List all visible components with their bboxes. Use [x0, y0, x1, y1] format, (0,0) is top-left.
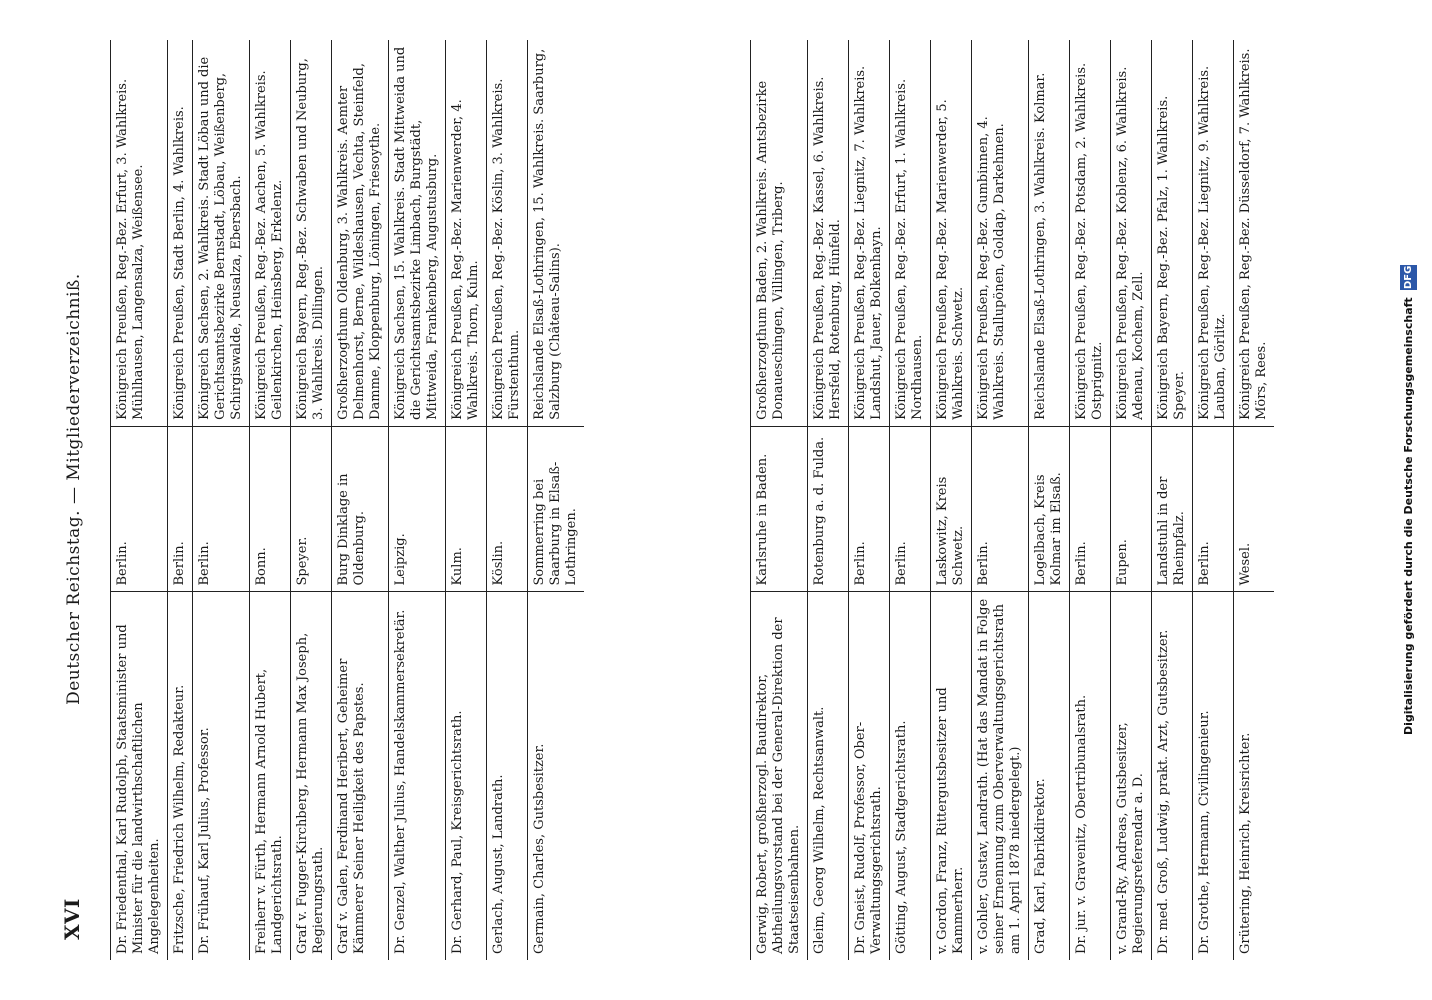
member-district: Königreich Preußen, Reg.-Bez. Liegnitz, 7. Wahlkreis. Landshut, Jauer, Bolkenhayn. — [849, 40, 890, 426]
member-district: Großherzogthum Oldenburg, 3. Wahlkreis. Aemter Delmenhorst, Berne, Wildeshausen, Vechta, Steinfeld, Damme, Kloppenburg, Löningen, Friesoythe. — [332, 40, 389, 426]
member-district: Reichslande Elsaß-Lothringen, 15. Wahlkreis. Saarburg, Salzburg (Château-Salins). — [528, 40, 585, 426]
member-name: Dr. jur. v. Gravenitz, Obertribunalsrath. — [1070, 592, 1111, 960]
member-residence: Kulm. — [446, 426, 487, 592]
member-residence: Speyer. — [291, 426, 332, 592]
member-district: Großherzogthum Baden, 2. Wahlkreis. Amtsbezirke Donaueschingen, Villingen, Triberg. — [751, 40, 808, 426]
member-district: Königreich Preußen, Stadt Berlin, 4. Wahlkreis. — [168, 40, 193, 426]
member-district: Königreich Preußen, Reg.-Bez. Erfurt, 3. Wahlkreis. Mühlhausen, Langensalza, Weißensee. — [111, 40, 168, 426]
table-row — [931, 40, 972, 960]
table-row — [1070, 40, 1111, 960]
member-name: Dr. Grothe, Hermann, Civilingenieur. — [1193, 592, 1234, 960]
member-name: Gleim, Georg Wilhelm, Rechtsanwalt. — [808, 592, 849, 960]
table-row — [751, 40, 808, 960]
page-number: XVI — [60, 898, 84, 940]
table-row — [1111, 40, 1152, 960]
member-name: Grütering, Heinrich, Kreisrichter. — [1234, 592, 1275, 960]
member-residence: Berlin. — [849, 426, 890, 592]
member-district: Königreich Preußen, Reg.-Bez. Aachen, 5. Wahlkreis. Geilenkirchen, Heinsberg, Erkelenz. — [250, 40, 291, 426]
member-district: Königreich Bayern, Reg.-Bez. Schwaben und Neuburg, 3. Wahlkreis. Dillingen. — [291, 40, 332, 426]
table-row — [487, 40, 528, 960]
member-name: Graf v. Fugger-Kirchberg, Hermann Max Joseph, Regierungsrath. — [291, 592, 332, 960]
table-row — [291, 40, 332, 960]
member-district: Königreich Sachsen, 2. Wahlkreis. Stadt Löbau und die Gerichtsamtsbezirke Bernstadt, Löbau, Weißenberg, Schirgiswalde, Neusalza, Ebersbach. — [193, 40, 250, 426]
dfg-logo: DFG — [1400, 265, 1417, 290]
member-district: Königreich Preußen, Reg.-Bez. Düsseldorf, 7. Wahlkreis. Mörs, Rees. — [1234, 40, 1275, 426]
member-residence: Eupen. — [1111, 426, 1152, 592]
member-district: Königreich Preußen, Reg.-Bez. Potsdam, 2. Wahlkreis. Ostprignitz. — [1070, 40, 1111, 426]
table-row — [808, 40, 849, 960]
member-residence: Burg Dinklage in Oldenburg. — [332, 426, 389, 592]
member-residence: Laskowitz, Kreis Schwetz. — [931, 426, 972, 592]
member-name: v. Gordon, Franz, Rittergutsbesitzer und Kammerherr. — [931, 592, 972, 960]
table-row — [972, 40, 1029, 960]
register-table-left — [110, 40, 730, 960]
member-residence: Berlin. — [168, 426, 193, 592]
page-header — [60, 40, 94, 940]
member-residence: Karlsruhe in Baden. — [751, 426, 808, 592]
member-district: Königreich Preußen, Reg.-Bez. Marienwerder, 4. Wahlkreis. Thorn, Kulm. — [446, 40, 487, 426]
member-name: Dr. Friedenthal, Karl Rudolph, Staatsminister und Minister für die landwirthschaftlichen Angelegenheiten. — [111, 592, 168, 960]
member-residence: Berlin. — [890, 426, 931, 592]
table-row — [446, 40, 487, 960]
member-residence: Wesel. — [1234, 426, 1275, 592]
member-residence: Sommerring bei Saarburg in Elsaß-Lothringen. — [528, 426, 585, 592]
member-district: Reichslande Elsaß-Lothringen, 3. Wahlkreis. Kolmar. — [1029, 40, 1070, 426]
member-residence: Rotenburg a. d. Fulda. — [808, 426, 849, 592]
table-row — [168, 40, 193, 960]
member-name: v. Gohler, Gustav, Landrath. (Hat das Mandat in Folge seiner Ernennung zum Oberverwaltungsgerichtsrath am 1. April 1878 niedergelegt.) — [972, 592, 1029, 960]
table-row — [528, 40, 585, 960]
running-title: Deutscher Reichstag. — Mitgliederverzeichniß. — [64, 273, 84, 705]
member-name: Gerlach, August, Landrath. — [487, 592, 528, 960]
table-row — [193, 40, 250, 960]
member-name: Grad, Karl, Fabrikdirektor. — [1029, 592, 1070, 960]
member-name: Graf v. Galen, Ferdinand Heribert, Geheimer Kämmerer Seiner Heiligkeit des Papstes. — [332, 592, 389, 960]
member-district: Königreich Preußen, Reg.-Bez. Liegnitz, 9. Wahlkreis. Lauban, Görlitz. — [1193, 40, 1234, 426]
member-district: Königreich Preußen, Reg.-Bez. Gumbinnen, 4. Wahlkreis. Stallupönen, Goldap, Darkehmen. — [972, 40, 1029, 426]
member-name: Götting, August, Stadtgerichtsrath. — [890, 592, 931, 960]
member-residence: Köslin. — [487, 426, 528, 592]
member-name: Dr. Frühauf, Karl Julius, Professor. — [193, 592, 250, 960]
table-row — [1029, 40, 1070, 960]
member-residence: Landstuhl in der Rheinpfalz. — [1152, 426, 1193, 592]
table-row — [1193, 40, 1234, 960]
members-table-a — [110, 40, 584, 960]
member-district: Königreich Preußen, Reg.-Bez. Köslin, 3. Wahlkreis. Fürstenthum. — [487, 40, 528, 426]
member-residence: Berlin. — [972, 426, 1029, 592]
member-district: Königreich Preußen, Reg.-Bez. Kassel, 6. Wahlkreis. Hersfeld, Rotenburg, Hünfeld. — [808, 40, 849, 426]
member-district: Königreich Bayern, Reg.-Bez. Pfalz, 1. Wahlkreis. Speyer. — [1152, 40, 1193, 426]
members-table-b — [750, 40, 1274, 960]
member-name: Dr. Gerhard, Paul, Kreisgerichtsrath. — [446, 592, 487, 960]
member-residence: Logelbach, Kreis Kolmar im Elsaß. — [1029, 426, 1070, 592]
member-residence: Berlin. — [1070, 426, 1111, 592]
member-residence: Leipzig. — [389, 426, 446, 592]
member-district: Königreich Preußen, Reg.-Bez. Marienwerder, 5. Wahlkreis. Schwetz. — [931, 40, 972, 426]
table-row — [849, 40, 890, 960]
member-residence: Berlin. — [193, 426, 250, 592]
table-row — [1234, 40, 1275, 960]
member-name: Dr. Genzel, Walther Julius, Handelskammersekretär. — [389, 592, 446, 960]
member-residence: Berlin. — [1193, 426, 1234, 592]
member-name: Germain, Charles, Gutsbesitzer. — [528, 592, 585, 960]
member-name: Dr. Gneist, Rudolf, Professor, Ober-Verwaltungsgerichtsrath. — [849, 592, 890, 960]
credit-text: Digitalisierung gefördert durch die Deutsche Forschungsgemeinschaft — [1402, 297, 1415, 736]
member-residence: Berlin. — [111, 426, 168, 592]
member-residence: Bonn. — [250, 426, 291, 592]
table-row — [890, 40, 931, 960]
digitization-credit — [1400, 10, 1430, 990]
table-row — [1152, 40, 1193, 960]
member-district: Königreich Sachsen, 15. Wahlkreis. Stadt Mittweida und die Gerichtsamtsbezirke Limbach, Burgstädt, Mittweida, Frankenberg, Augustusburg. — [389, 40, 446, 426]
table-row — [332, 40, 389, 960]
member-name: Fritzsche, Friedrich Wilhelm, Redakteur. — [168, 592, 193, 960]
member-name: Gerwig, Robert, großherzogl. Baudirektor, Abtheilungsvorstand bei der General-Direktion der Staatseisenbahnen. — [751, 592, 808, 960]
table-row — [389, 40, 446, 960]
table-row — [111, 40, 168, 960]
member-district: Königreich Preußen, Reg.-Bez. Koblenz, 6. Wahlkreis. Adenau, Kochem, Zell. — [1111, 40, 1152, 426]
member-name: Dr. med. Groß, Ludwig, prakt. Arzt, Gutsbesitzer. — [1152, 592, 1193, 960]
table-row — [250, 40, 291, 960]
member-name: v. Grand-Ry, Andreas, Gutsbesitzer, Regierungsreferendar a. D. — [1111, 592, 1152, 960]
register-table-right — [750, 40, 1370, 960]
member-name: Freiherr v. Fürth, Hermann Arnold Hubert, Landgerichtsrath. — [250, 592, 291, 960]
member-district: Königreich Preußen, Reg.-Bez. Erfurt, 1. Wahlkreis. Nordhausen. — [890, 40, 931, 426]
